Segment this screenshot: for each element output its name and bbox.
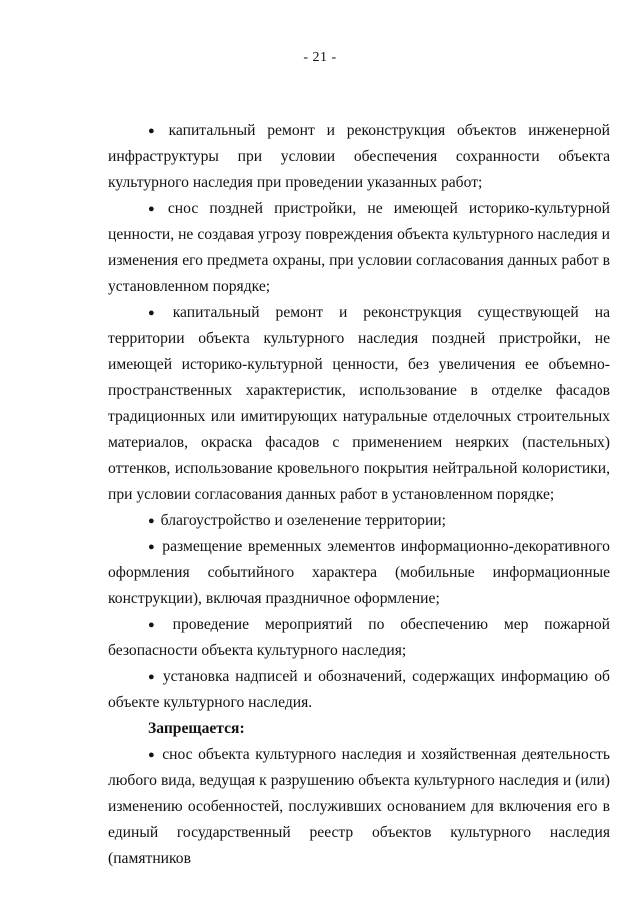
list-item-text: снос объекта культурного наследия и хозяйственная деятельность любого вида, ведущая к разрушению объекта культурного наследия и (или) изменению особенностей, послуживших основанием для включения его в единый государственный реестр объектов культурного наследия (памятников bbox=[108, 746, 610, 867]
bullet-icon: ● bbox=[148, 749, 157, 761]
list-item-text: капитальный ремонт и реконструкция объектов инженерной инфраструктуры при условии обеспечения сохранности объекта культурного наследия при проведении указанных работ; bbox=[108, 122, 610, 191]
list-item bbox=[108, 196, 610, 300]
list-item-text: капитальный ремонт и реконструкция существующей на территории объекта культурного наследия поздней пристройки, не имеющей историко-культурной ценности, без увеличения ее объемно-пространственных характеристик, использование в отделке фасадов традиционных или имитирующих натуральные отделочных строительных материалов, окраска фасадов с применением неярких (пастельных) оттенков, использование кровельного покрытия нейтральной колористики, при условии согласования данных работ в установленном порядке; bbox=[108, 304, 610, 503]
list-item-text: установка надписей и обозначений, содержащих информацию об объекте культурного наследия. bbox=[108, 668, 610, 711]
bullet-icon: ● bbox=[148, 203, 162, 215]
section-heading: Запрещается: bbox=[148, 720, 245, 737]
list-item bbox=[108, 508, 610, 534]
bullet-icon: ● bbox=[148, 307, 167, 319]
page-number: - 21 - bbox=[303, 50, 337, 65]
list-item-text: размещение временных элементов информационно-декоративного оформления событийного характера (мобильные информационные конструкции), включая праздничное оформление; bbox=[108, 538, 610, 607]
document-body bbox=[108, 118, 610, 872]
list-item-text: благоустройство и озеленение территории; bbox=[160, 512, 446, 529]
bullet-icon: ● bbox=[148, 515, 155, 527]
bullet-icon: ● bbox=[148, 619, 167, 631]
list-item-text: проведение мероприятий по обеспечению мер пожарной безопасности объекта культурного наследия; bbox=[108, 616, 610, 659]
list-item bbox=[108, 300, 610, 508]
list-item-text: снос поздней пристройки, не имеющей историко-культурной ценности, не создавая угрозу повреждения объекта культурного наследия и изменения его предмета охраны, при условии согласования данных работ в установленном порядке; bbox=[108, 200, 610, 295]
list-item bbox=[108, 534, 610, 612]
bullet-icon: ● bbox=[148, 541, 157, 553]
list-item bbox=[108, 118, 610, 196]
bullet-icon: ● bbox=[148, 125, 163, 137]
list-item bbox=[108, 612, 610, 664]
bullet-icon: ● bbox=[148, 671, 157, 683]
list-item bbox=[108, 664, 610, 716]
list-item bbox=[108, 742, 610, 872]
